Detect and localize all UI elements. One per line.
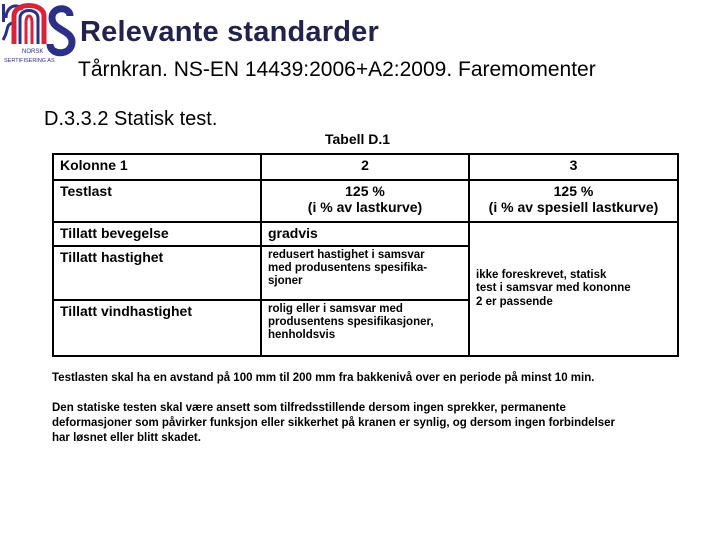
header-cell-col2: 2 — [261, 154, 469, 180]
header-cell-col3: 3 — [469, 154, 678, 180]
row-label-vindhastighet: Tillatt vindhastighet — [53, 300, 261, 356]
note-statisk-test: Den statiske testen skal være ansett som tilfredsstillende dersom ingen sprekker, permanente deformasjoner som påvirker funksjon eller sikkerhet på kranen er synlig, og dersom ingen forbindelser har løsnet eller blitt skadet. — [52, 402, 616, 444]
row-label-bevegelse: Tillatt bevegelse — [53, 222, 261, 246]
table-header-row — [53, 154, 678, 180]
standard-table — [52, 153, 679, 357]
page-subtitle: Tårnkran. NS-EN 14439:2006+A2:2009. Faremomenter — [78, 58, 596, 81]
note-testlast: Testlasten skal ha en avstand på 100 mm til 200 mm fra bakkenivå over en periode på minst 10 min. — [52, 372, 595, 384]
company-logo — [0, 0, 76, 70]
page-title: Relevante standarder — [80, 16, 379, 48]
section-heading: D.3.3.2 Statisk test. — [44, 108, 218, 130]
cell-vindhastighet-col2: rolig eller i samsvar med produsentens spesifikasjoner, henholdsvis — [261, 300, 469, 356]
row-label-hastighet: Tillatt hastighet — [53, 246, 261, 300]
table-row — [53, 180, 678, 222]
cell-merged-col3: ikke foreskrevet, statisk test i samsvar med kononne 2 er passende — [469, 222, 678, 356]
cell-testlast-col3: 125 % (i % av spesiell lastkurve) — [469, 180, 678, 222]
row-label-testlast: Testlast — [53, 180, 261, 222]
table-row — [53, 222, 678, 246]
svg-text:NORSK: NORSK — [22, 49, 44, 55]
cell-bevegelse-col2: gradvis — [261, 222, 469, 246]
svg-text:SERTIFISERING AS: SERTIFISERING AS — [4, 58, 55, 64]
cell-testlast-col2: 125 % (i % av lastkurve) — [261, 180, 469, 222]
header-cell-col1: Kolonne 1 — [53, 154, 261, 180]
cell-hastighet-col2: redusert hastighet i samsvar med produsentens spesifika- sjoner — [261, 246, 469, 300]
norsk-sertifisering-logo-icon — [0, 0, 76, 70]
table-caption: Tabell D.1 — [325, 131, 391, 147]
